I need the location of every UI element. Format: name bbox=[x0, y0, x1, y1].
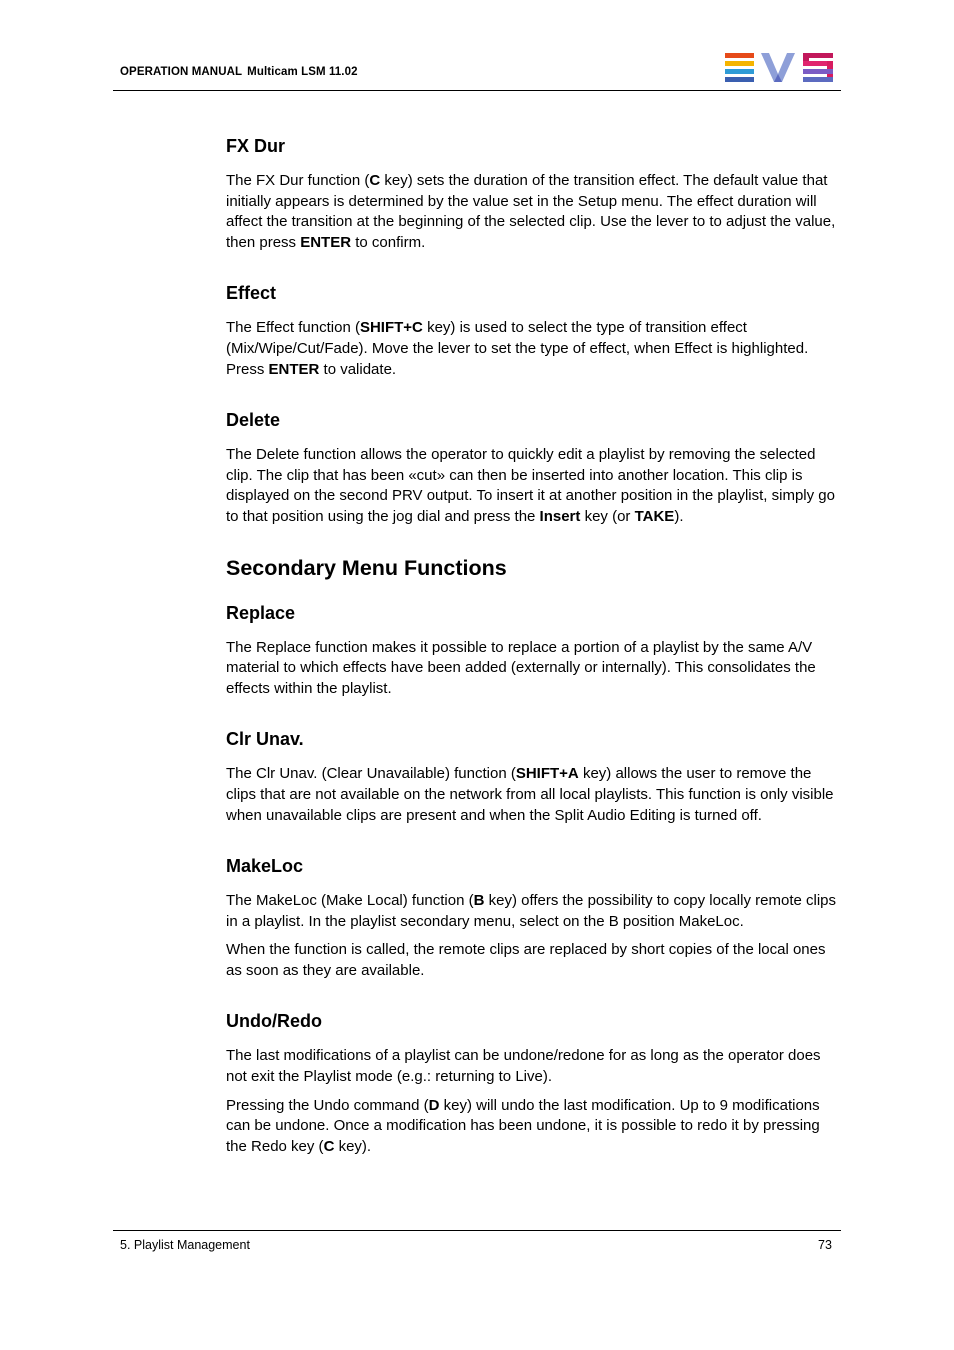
section-heading: Undo/Redo bbox=[226, 1011, 322, 1032]
bold-key: D bbox=[428, 1096, 440, 1114]
bold-key: C bbox=[323, 1137, 335, 1155]
section-heading: Clr Unav. bbox=[226, 729, 304, 750]
page-number: 73 bbox=[818, 1238, 832, 1252]
section-undo-redo bbox=[226, 1009, 844, 1157]
section-heading: Effect bbox=[226, 283, 277, 304]
paragraph: The Clr Unav. (Clear Unavailable) function (SHIFT+A key) allows the user to remove the clips that are not available on the network from all local playlists. This function is only visible when unavailable clips are present and when the Split Audio Editing is turned off. bbox=[226, 765, 834, 824]
bold-key: B bbox=[473, 892, 485, 910]
paragraph: The FX Dur function (C key) sets the duration of the transition effect. The default value that initially appears is determined by the value set in the Setup menu. The effect duration will affect the transition at the beginning of the selected clip. Use the lever to to adjust the value, then press ENTER to confirm. bbox=[226, 172, 836, 251]
paragraph: The Effect function (SHIFT+C key) is used to select the type of transition effect (Mix/Wipe/Cut/Fade). Move the lever to set the type of effect, when Effect is highlighted. Press ENTER to validate. bbox=[226, 319, 809, 378]
paragraph: When the function is called, the remote clips are replaced by short copies of the local ones as soon as they are available. bbox=[226, 941, 826, 979]
section-clr-unav bbox=[226, 727, 844, 826]
section-secondary-menu bbox=[226, 554, 844, 582]
chapter-heading: Secondary Menu Functions bbox=[226, 555, 507, 580]
section-fx-dur bbox=[226, 134, 844, 253]
footer-chapter: 5. Playlist Management bbox=[120, 1238, 250, 1252]
footer-rule bbox=[113, 1230, 841, 1231]
header-rule bbox=[113, 90, 841, 91]
section-heading: FX Dur bbox=[226, 136, 286, 156]
bold-key: TAKE bbox=[634, 507, 675, 525]
paragraph: The last modifications of a playlist can be undone/redone for as long as the operator does not exit the Playlist mode (e.g.: returning to Live). bbox=[226, 1047, 821, 1086]
bold-key: SHIFT+C bbox=[359, 319, 423, 337]
section-heading: Replace bbox=[226, 602, 296, 623]
bold-key: SHIFT+A bbox=[515, 765, 579, 783]
bold-key: Insert bbox=[539, 507, 581, 525]
paragraph: The Delete function allows the operator to quickly edit a playlist by removing the selected clip. The clip that has been «cut» can then be inserted into another location. This clip is displayed on the second PRV output. To insert it at another position in the playlist, simply go to that position using the jog dial and press the Insert key (or TAKE). bbox=[226, 446, 835, 525]
paragraph: The Replace function makes it possible to replace a portion of a playlist by the same A/V material to which effects have been added (externally or internally). This consolidates the effects within the playlist. bbox=[226, 638, 816, 697]
page-content bbox=[226, 134, 844, 1165]
bold-key: C bbox=[369, 172, 381, 189]
section-makeloc bbox=[226, 854, 844, 981]
section-delete bbox=[226, 408, 844, 527]
section-effect bbox=[226, 281, 844, 380]
paragraph: Pressing the Undo command (D key) will undo the last modification. Up to 9 modifications can be undone. Once a modification has been undone, it is possible to redo it by pressing the Redo key (C key). bbox=[226, 1096, 820, 1155]
evs-logo bbox=[725, 53, 835, 82]
bold-key: ENTER bbox=[300, 233, 352, 251]
manual-label: OPERATION MANUAL bbox=[120, 66, 243, 78]
bold-key: ENTER bbox=[268, 360, 320, 378]
section-replace bbox=[226, 601, 844, 700]
product-label: Multicam LSM 11.02 bbox=[247, 66, 358, 78]
section-heading: Delete bbox=[226, 410, 281, 431]
running-header bbox=[120, 66, 358, 78]
section-heading: MakeLoc bbox=[226, 856, 304, 877]
paragraph: The MakeLoc (Make Local) function (B key) offers the possibility to copy locally remote clips in a playlist. In the playlist secondary menu, select on the B position MakeLoc. bbox=[226, 892, 837, 930]
